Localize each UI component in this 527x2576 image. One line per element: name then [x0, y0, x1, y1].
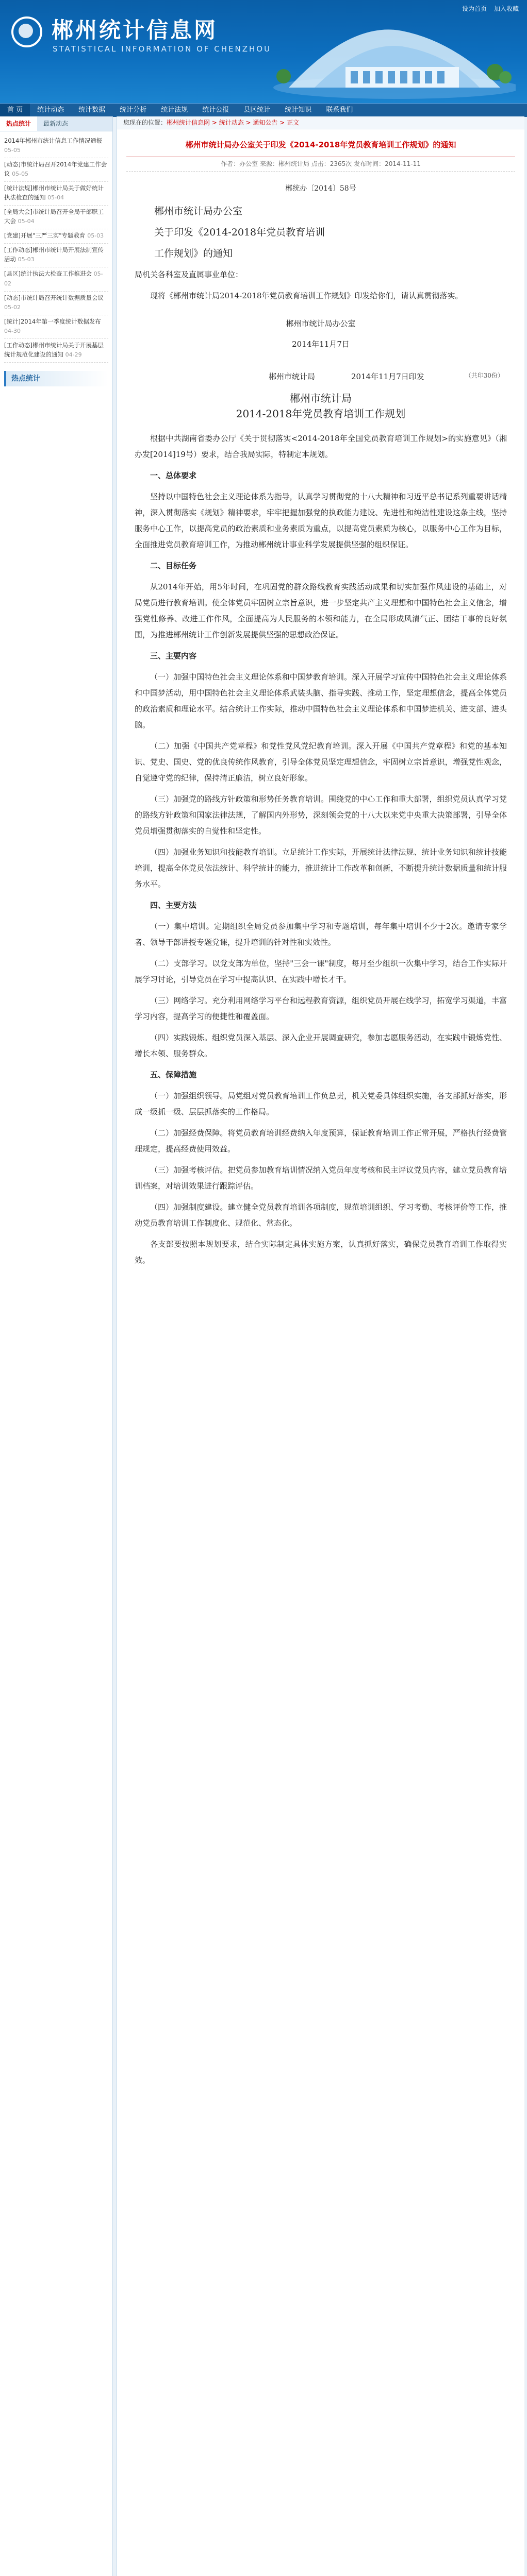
- header-links: [457, 4, 519, 13]
- nav-analysis[interactable]: 统计分析: [120, 106, 147, 114]
- list-item[interactable]: [工作动态]郴州市统计局开展法制宣传活动 05-03: [4, 244, 108, 267]
- paragraph: （一）加强中国特色社会主义理论体系和中国梦教育培训。深入开展学习宣传中国特色社会主义理论体系和中国梦活动，用中国特色社会主义理论体系武装头脑、指导实践、推动工作，坚定理想信念，提高全体党员的政治素质和理论水平。结合统计工作实际，推动中国特色社会主义理论体系和中国梦进机关、进支部、进头脑。: [135, 672, 507, 730]
- list-item[interactable]: [动态]市统计局召开2014年党建工作会议 05-05: [4, 158, 108, 182]
- breadcrumb: [117, 116, 524, 129]
- set-home-link[interactable]: 设为首页: [462, 5, 487, 12]
- notice-head-3: 工作规划》的通知: [154, 248, 233, 259]
- section-heading: 三、主要内容: [150, 651, 197, 660]
- paragraph: （二）加强《中国共产党章程》和党性党风党纪教育培训。深入开展《中国共产党章程》和党的基本知识、党史、国史、党的优良传统作风教育，引导全体党员坚定理想信念，牢固树立宗旨意识，增强党性观念，自觉遵守党的纪律，保持清正廉洁，树立良好形象。: [135, 741, 507, 783]
- list-item[interactable]: [统计]2014年第一季度统计数据发布 04-30: [4, 315, 108, 339]
- plan-date: 2014年11月7日印发: [351, 372, 424, 381]
- notice-head-2: 关于印发《2014-2018年党员教育培训: [154, 227, 325, 238]
- main-nav: [0, 103, 527, 117]
- list-item[interactable]: [工作动态]郴州市统计局关于开展基层统计规范化建设的通知 04-29: [4, 339, 108, 363]
- nav-news[interactable]: 统计动态: [37, 106, 64, 114]
- signature-date: 2014年11月7日: [292, 340, 350, 349]
- paragraph: 从2014年开始，用5年时间，在巩固党的群众路线教育实践活动成果和切实加强作风建设的基础上，对局党员进行教育培训。使全体党员牢固树立宗旨意识，进一步坚定共产主义理想和中国特色社会主义信念，增强党性修养、改进工作作风，全面提高为人民服务的本领和能力，在全局形成风清气正、团结干事的良好氛围，为推进郴州统计工作创新发展提供坚强的思想政治保证。: [135, 582, 507, 639]
- breadcrumb-path[interactable]: 郴州统计信息网 > 统计动态 > 通知公告 > 正文: [167, 119, 300, 126]
- plan-title-2: 2014-2018年党员教育培训工作规划: [236, 408, 406, 420]
- plan-header: [135, 371, 507, 422]
- paragraph: （一）加强组织领导。局党组对党员教育培训工作负总责，机关党委具体组织实施，各支部抓好落实，形成一级抓一级、层层抓落实的工作格局。: [135, 1091, 507, 1116]
- nav-knowledge[interactable]: 统计知识: [285, 106, 312, 114]
- sidebar-tabs: [0, 116, 112, 131]
- addressee: 局机关各科室及直属事业单位：: [135, 270, 243, 279]
- section-heading: 五、保障措施: [150, 1070, 197, 1079]
- paragraph: （二）加强经费保障。将党员教育培训经费纳入年度预算，保证教育培训工作正常开展，严格执行经费管理规定，提高经费使用效益。: [135, 1128, 507, 1154]
- paragraph: （三）加强党的路线方针政策和形势任务教育培训。围绕党的中心工作和重大部署，组织党员认真学习党的路线方针政策和国家法律法规，了解国内外形势，深刻领会党的十八大以来党中央重大决策部署，引导全体党员增强贯彻落实的自觉性和坚定性。: [135, 794, 507, 836]
- tab-latest[interactable]: 最新动态: [43, 120, 69, 127]
- nav-law[interactable]: 统计法规: [161, 106, 188, 114]
- add-favorite-link[interactable]: 加入收藏: [493, 5, 519, 12]
- notice-head-1: 郴州市统计局办公室: [154, 206, 243, 217]
- nav-data[interactable]: 统计数据: [78, 106, 106, 114]
- list-item[interactable]: [动态]市统计局召开统计数据质量会议 05-02: [4, 292, 108, 315]
- sidebar: [0, 116, 113, 2576]
- paragraph: （四）加强制度建设。建立健全党员教育培训各项制度，规范培训组织、学习考勤、考核评价等工作，推动党员教育培训工作制度化、规范化、常态化。: [135, 1202, 507, 1228]
- tab-hot[interactable]: 热点统计: [0, 116, 37, 131]
- section-heading: 四、主要方法: [150, 901, 197, 910]
- paragraph: 根据中共湖南省委办公厅《关于贯彻落实<2014-2018年全国党员教育培训工作规划>的实施意见》（湘办发[2014]19号）要求，结合我局实际，特制定本规划。: [135, 434, 507, 459]
- doc-number: 郴统办〔2014〕58号: [285, 184, 356, 193]
- logo-icon: [11, 16, 42, 47]
- paragraph: 各支部要按照本规划要求，结合实际制定具体实施方案，认真抓好落实，确保党员教育培训工作取得实效。: [135, 1240, 507, 1265]
- nav-home[interactable]: 首 页: [0, 104, 30, 117]
- nav-bulletin[interactable]: 统计公报: [202, 106, 229, 114]
- plan-print-count: （共印30份）: [465, 372, 504, 379]
- list-item[interactable]: 2014年郴州市统计信息工作情况通报 05-05: [4, 134, 108, 158]
- section-heading: 一、总体要求: [150, 471, 197, 480]
- nav-county[interactable]: 县区统计: [243, 106, 271, 114]
- article-meta: 作者：办公室 来源：郴州统计局 点击：2365次 发布时间：2014-11-11: [126, 157, 515, 172]
- article-body: [117, 172, 524, 1268]
- paragraph: （二）支部学习。以党支部为单位，坚持"三会一课"制度，每月至少组织一次集中学习，结合工作实际开展学习讨论，引导党员在学习中提高认识、在实践中增长才干。: [135, 959, 507, 984]
- breadcrumb-prefix: 您现在的位置：: [123, 119, 167, 126]
- plan-org: 郴州市统计局: [269, 372, 316, 381]
- list-item[interactable]: [统计法规]郴州市统计局关于做好统计执法检查的通知 05-04: [4, 182, 108, 206]
- site-header: [0, 0, 527, 103]
- paragraph: （三）网络学习。充分利用网络学习平台和远程教育资源，组织党员开展在线学习，拓宽学习渠道，丰富学习内容，提高学习的便捷性和覆盖面。: [135, 996, 507, 1021]
- paragraph: （四）加强业务知识和技能教育培训。立足统计工作实际，开展统计法律法规、统计业务知识和统计技能培训，提高全体党员依法统计、科学统计的能力，推进统计工作改革和创新，不断提升统计数据质量和统计服务水平。: [135, 848, 507, 889]
- forward-text: 现将《郴州市统计局2014-2018年党员教育培训工作规划》印发给你们，请认真贯彻落实。: [150, 291, 463, 300]
- paragraph: （四）实践锻炼。组织党员深入基层、深入企业开展调查研究，参加志愿服务活动，在实践中锻炼党性、增长本领、服务群众。: [135, 1033, 507, 1058]
- main-content: [117, 116, 524, 2576]
- article-title: 郴州市统计局办公室关于印发《2014-2018年党员教育培训工作规划》的通知: [126, 139, 515, 157]
- list-item[interactable]: [全局大会]市统计局召开全局干部职工大会 05-04: [4, 206, 108, 229]
- section-heading: 二、目标任务: [150, 561, 197, 570]
- list-item[interactable]: [县区]统计执法大检查工作推进会 05-02: [4, 267, 108, 292]
- list-item[interactable]: [党建]开展"三严三实"专题教育 05-03: [4, 229, 108, 244]
- plan-title-1: 郴州市统计局: [290, 392, 352, 404]
- sidebar-news-list: [0, 131, 112, 366]
- paragraph: （一）集中培训。定期组织全局党员参加集中学习和专题培训，每年集中培训不少于2次。邀请专家学者、领导干部讲授专题党课，提升培训的针对性和实效性。: [135, 922, 507, 947]
- building-illustration: [268, 10, 516, 100]
- paragraph: 坚持以中国特色社会主义理论体系为指导，认真学习贯彻党的十八大精神和习近平总书记系列重要讲话精神，深入贯彻落实《规划》精神要求，牢牢把握加强党的执政能力建设、先进性和纯洁性建设这条主线，坚持服务中心工作，以提高党员的政治素质和业务素质为重点，以提高党员素质为核心，以服务中心工作为目标，全面推进党员教育培训工作，为推动郴州统计事业科学发展提供坚强的组织保证。: [135, 492, 507, 549]
- site-name-en: STATISTICAL INFORMATION OF CHENZHOU: [53, 44, 272, 54]
- site-name: 郴州统计信息网: [52, 18, 218, 43]
- nav-contact[interactable]: 联系我们: [326, 106, 353, 114]
- signature-org: 郴州市统计局办公室: [286, 319, 356, 328]
- hot-stats-heading: 热点统计: [4, 371, 108, 386]
- paragraph: （三）加强考核评估。把党员参加教育培训情况纳入党员年度考核和民主评议党员内容，建立党员教育培训档案，对培训效果进行跟踪评估。: [135, 1165, 507, 1191]
